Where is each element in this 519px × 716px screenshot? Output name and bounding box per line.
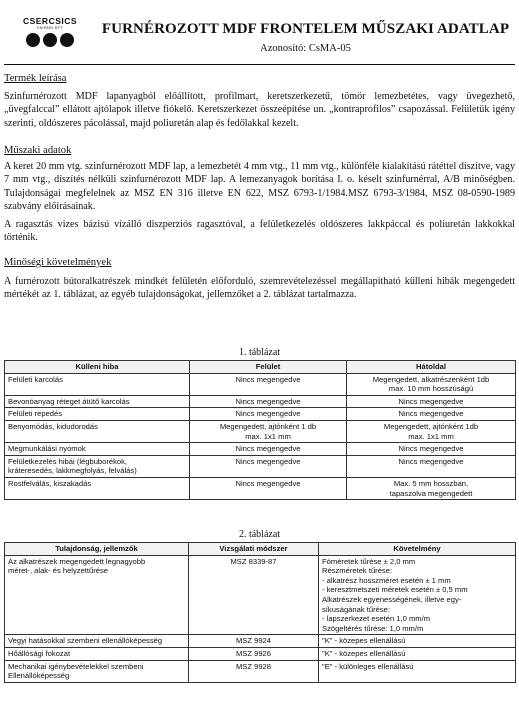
table-cell: Nincs megengedve	[190, 455, 347, 477]
table-cell: Az alkatrészek megengedett legnagyobb méret-, alak- és helyzettűrése	[5, 555, 189, 635]
table-cell: Nincs megengedve	[347, 455, 516, 477]
table-2	[4, 542, 516, 683]
table-cell: MSZ 9926	[189, 647, 319, 660]
section-title-adatok: Műszaki adatok	[4, 145, 72, 156]
table-cell: Megengedett, ajtónként 1db max. 1x1 mm	[347, 420, 516, 442]
column-header: Felület	[190, 361, 347, 374]
tool-emblem-icon	[43, 33, 57, 47]
table-cell: Nincs megengedve	[190, 408, 347, 421]
table-cell: Nincs megengedve	[347, 395, 516, 408]
table-cell: Megmunkálási nyomok	[5, 443, 190, 456]
table-cell: Nincs megengedve	[190, 373, 347, 395]
tool-emblem-icon	[60, 33, 74, 47]
table-cell: Nincs megengedve	[347, 408, 516, 421]
table-cell: Megengedett, alkatrészenként 1db max. 10 mm hosszúságú	[347, 373, 516, 395]
table-cell: "E" - különleges ellenállású	[319, 660, 516, 682]
table-cell: Felületkezelés hibái (légbuborékok, kráteresedés, lakkmegfolyás, felválás)	[5, 455, 190, 477]
tool-emblem-icon	[26, 33, 40, 47]
table-cell: Nincs megengedve	[190, 395, 347, 408]
table-1	[4, 360, 516, 500]
table-row	[5, 647, 516, 660]
table-cell: MSZ 9928	[189, 660, 319, 682]
table1-caption: 1. táblázat	[238, 347, 281, 358]
column-header: Hátoldal	[347, 361, 516, 374]
table-cell: Hőállósági fokozat	[5, 647, 189, 660]
table-cell: Nincs megengedve	[190, 477, 347, 499]
header-divider	[4, 64, 515, 65]
document-id: Azonosító: CsMA-05	[260, 43, 351, 54]
header	[4, 4, 515, 62]
table-cell: MSZ 9924	[189, 635, 319, 648]
table-row	[5, 443, 516, 456]
table-cell: Fóméretek tűrése ± 2,0 mm Részméretek tűrése: - alkatrész hosszméret esetén ± 1 mm - keresztmetszeti méretek esetén ± 0,5 mm Alkatrészek egyenességének, illetve egy- síkuságának tűrése: - lapszerkezet esetén 1,0 mm/m Szögeltérés tűrése: 1,0 mm/m	[319, 555, 516, 635]
table-cell: "K" - közepes ellenállású	[319, 635, 516, 648]
table-header-row	[5, 543, 516, 556]
logo-subtext: FAIPARI KFT	[37, 26, 63, 30]
logo-text: CSERCSICS	[22, 16, 78, 26]
table-row	[5, 408, 516, 421]
table-row	[5, 660, 516, 682]
table-cell: Vegyi hatásokkal szembeni ellenállóképesség	[5, 635, 189, 648]
title-block	[96, 4, 515, 62]
table-cell: Felületi repedés	[5, 408, 190, 421]
table-cell: Megengedett, ajtónként 1 db max. 1x1 mm	[190, 420, 347, 442]
table-row	[5, 373, 516, 395]
table-cell: Bevonóanyag réteget átütő karcolás	[5, 395, 190, 408]
table-row	[5, 420, 516, 442]
section-text-leiras: Szinfurnérozott MDF lapanyagból előállított, profilmart, keretszerkezetű, tömör lemezbetétes, vagy üvegezhető, „üvegfalccal” ellátott ajtólapok illetve fiókelő. Keretszerkezet összeépítése un. „kontraprofilos” csapozással. Felületük igény szerinti, oldószeres pácolással, majd poliuretán alap és fedőlakkal kezelt.	[4, 91, 515, 129]
table-row	[5, 455, 516, 477]
table-row	[5, 395, 516, 408]
column-header: Vizsgálati módszer	[189, 543, 319, 556]
table-cell: Rostfelválás, kiszakadás	[5, 477, 190, 499]
column-header: Tulajdonság, jellemzők	[5, 543, 189, 556]
section-title-leiras: Termék leírása	[4, 73, 67, 84]
section-text-adatok-2: A ragasztás vizes bázisú vízálló diszperziós ragasztóval, a felületkezelés oldószeres lakkpáccal és poliuretán lakkokkal történik.	[4, 219, 515, 244]
table-cell: Benyomódás, kidudorodás	[5, 420, 190, 442]
section-title-kovetelmenyek: Minőségi követelmények	[4, 257, 112, 268]
table-cell: Nincs megengedve	[190, 443, 347, 456]
table-cell: "K" - közepes ellenállású	[319, 647, 516, 660]
table-header-row	[5, 361, 516, 374]
column-header: Külleni hiba	[5, 361, 190, 374]
table-cell: Nincs megengedve	[347, 443, 516, 456]
table-cell: Max. 5 mm hosszban, tapaszolva megengedett	[347, 477, 516, 499]
table-row	[5, 477, 516, 499]
table-cell: MSZ 8339-87	[189, 555, 319, 635]
table-row	[5, 555, 516, 635]
company-logo	[4, 4, 96, 62]
section-text-adatok-1: A keret 20 mm vtg. szinfurnérozott MDF lap, a lemezbetét 4 mm vtg., 11 mm vtg., különféle kialakítású rátéttel díszítve, vagy 7 mm vtg., díszítés nélküli szinfurnérozott MDF lap. A lemezanyagok borítása I. o. késelt szinfurnérral, A/B minőségben. Tulajdonságai megfelelnek az MSZ EN 316 illetve EN 622, MSZ 6793-1/1984.MSZ 6793-3/1984, MSZ 08-0590-1989 szabvány előírásainak.	[4, 161, 515, 212]
table2-caption: 2. táblázat	[238, 529, 281, 540]
section-text-kovetelmenyek: A furnérozott bútoralkatrészek mindkét felületén előforduló, szemrevételezéssel megállapítható külleni hibák megengedett mértékét az 1. táblázat, az egyéb tulajdonságokat, jellemzőket a 2. táblázat tartalmazza.	[4, 276, 515, 301]
document-title: FURNÉROZOTT MDF FRONTELEM MŰSZAKI ADATLAP	[101, 21, 510, 37]
logo-emblems	[26, 33, 74, 47]
table-row	[5, 635, 516, 648]
table-cell: Mechanikai igénybevételekkel szembeni Ellenállóképesség	[5, 660, 189, 682]
table-cell: Felületi karcolás	[5, 373, 190, 395]
column-header: Követelmény	[319, 543, 516, 556]
